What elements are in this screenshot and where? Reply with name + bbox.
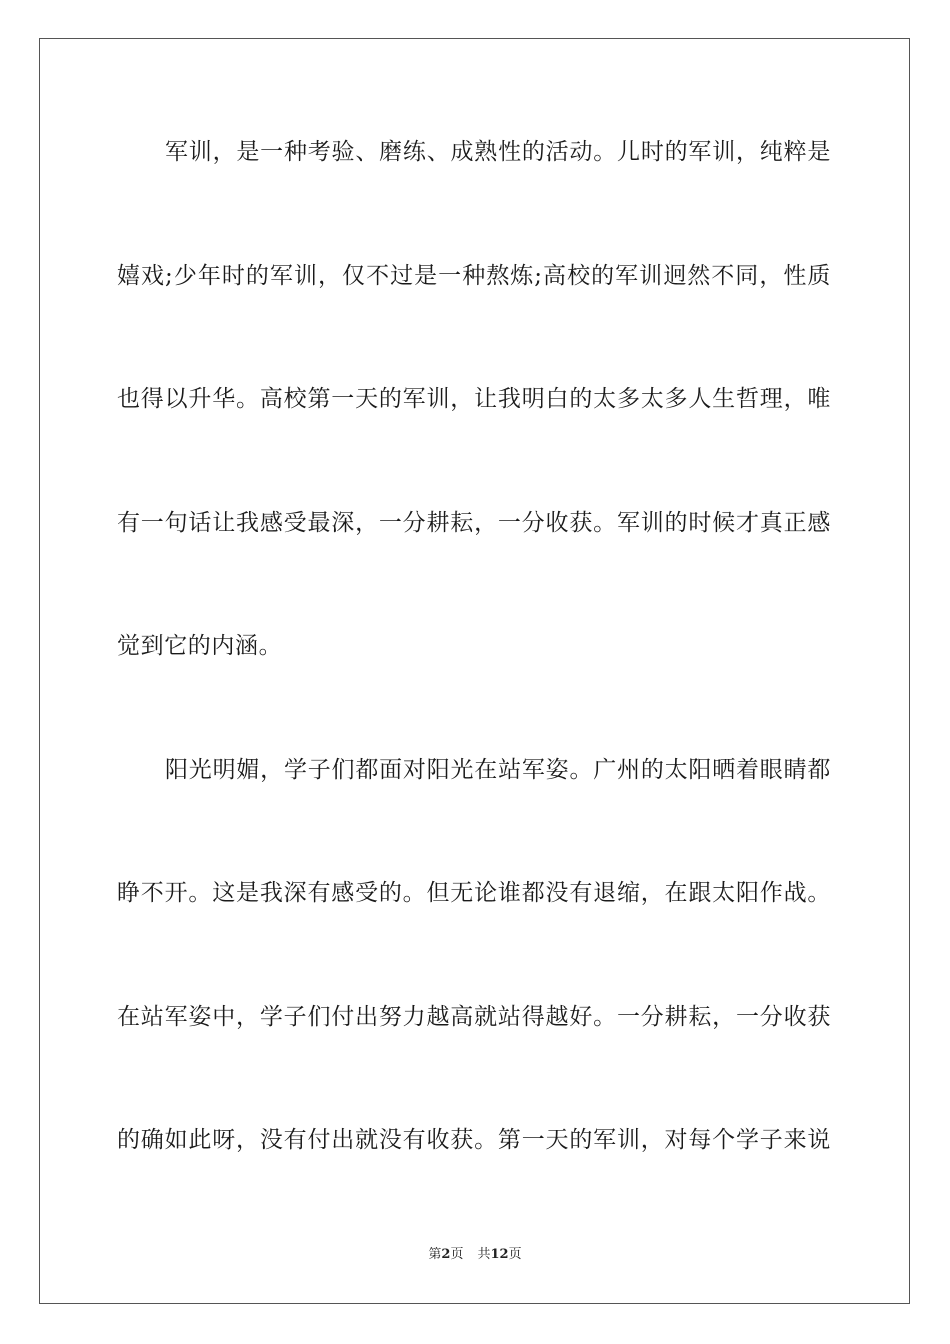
text-line: 有一句话让我感受最深，一分耕耘，一分收获。军训的时候才真正感 [117,510,831,536]
text-line: 阳光明媚，学子们都面对阳光在站军姿。广州的太阳晒着眼睛都 [165,757,831,783]
text-line: 的确如此呀，没有付出就没有收获。第一天的军训，对每个学子来说 [117,1127,831,1153]
total-prefix: 共 [477,1247,491,1262]
text-line: 觉到它的内涵。 [117,633,283,659]
total-suffix: 页 [508,1247,522,1262]
page-suffix: 页 [450,1247,464,1262]
total-pages: 12 [490,1247,509,1262]
text-line: 也得以升华。高校第一天的军训，让我明白的太多太多人生哲理，唯 [117,386,831,412]
text-line: 在站军姿中，学子们付出努力越高就站得越好。一分耕耘，一分收获 [117,1004,831,1030]
page-footer [0,1246,950,1264]
page-border [39,38,910,1304]
text-line: 睁不开。这是我深有感受的。但无论谁都没有退缩，在跟太阳作战。 [117,880,831,906]
text-line: 嬉戏;少年时的军训，仅不过是一种熬炼;高校的军训迥然不同，性质 [117,263,831,289]
page-prefix: 第 [428,1247,442,1262]
text-line: 军训，是一种考验、磨练、成熟性的活动。儿时的军训，纯粹是 [165,139,831,165]
page-number: 2 [441,1247,451,1262]
